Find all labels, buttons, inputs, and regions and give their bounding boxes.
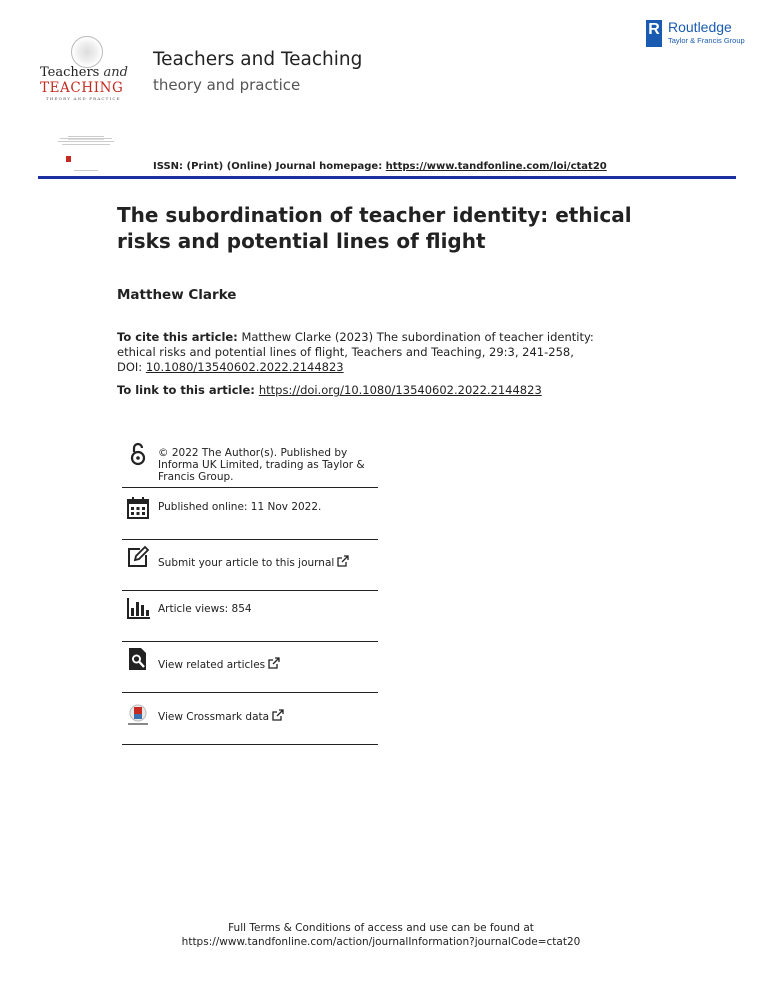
article-link-line: [117, 383, 542, 397]
article-title: The subordination of teacher identity: ethical risks and potential lines of flight: [117, 203, 632, 253]
citation-text: Matthew Clarke (2023) The subordination of teacher identity: ethical risks and potential lines of flight, Teachers and Teaching, 29:3, 241-258, DOI:: [117, 330, 594, 374]
license-text: © 2022 The Author(s). Published by Informa UK Limited, trading as Taylor & Francis Group.: [158, 447, 365, 483]
views-row: [122, 590, 378, 642]
publisher-name: Routledge: [668, 19, 732, 35]
related-row[interactable]: [122, 641, 378, 693]
article-views: Article views: 854: [158, 603, 252, 615]
routledge-r-icon: R: [646, 20, 662, 47]
related-search-icon: [126, 647, 150, 671]
related-label: View related articles: [158, 659, 266, 671]
external-link-icon: [268, 657, 280, 669]
cover-emblem-icon: [71, 36, 103, 68]
related-articles-link[interactable]: [158, 657, 280, 671]
citation-doi-link[interactable]: 10.1080/13540602.2022.2144823: [145, 360, 344, 374]
submit-label: Submit your article to this journal: [158, 557, 335, 569]
submit-row[interactable]: [122, 539, 378, 591]
journal-title[interactable]: Teachers and Teaching: [153, 49, 363, 70]
external-link-icon: [272, 709, 284, 721]
calendar-icon: [126, 496, 150, 520]
license-row: [122, 440, 378, 488]
crossmark-link[interactable]: [158, 709, 284, 723]
crossmark-row[interactable]: [122, 692, 378, 745]
external-link-icon: [337, 555, 349, 567]
cover-title-line2: TEACHING: [40, 80, 124, 96]
submit-link[interactable]: [158, 555, 349, 569]
publisher-logo[interactable]: [646, 18, 746, 50]
publisher-subname: Taylor & Francis Group: [668, 36, 745, 45]
bar-chart-icon: [126, 596, 150, 620]
article-link-label: To link to this article:: [117, 383, 259, 397]
article-doi-link[interactable]: https://doi.org/10.1080/13540602.2022.2144823: [258, 383, 542, 397]
author-name: Matthew Clarke: [117, 287, 237, 303]
footer-terms-link[interactable]: https://www.tandfonline.com/action/journalInformation?journalCode=ctat20: [181, 936, 581, 948]
published-date: Published online: 11 Nov 2022.: [158, 501, 322, 513]
footer-terms: Full Terms & Conditions of access and use can be found at: [228, 922, 534, 934]
citation: [117, 330, 597, 375]
citation-label: To cite this article:: [117, 330, 238, 344]
cover-routledge-mark-icon: [66, 156, 71, 162]
journal-homepage-link[interactable]: https://www.tandfonline.com/loi/ctat20: [385, 161, 607, 172]
journal-subtitle: theory and practice: [153, 76, 301, 94]
cover-publisher-block: [54, 136, 118, 172]
open-access-icon: [126, 442, 150, 466]
crossmark-label: View Crossmark data: [158, 711, 270, 723]
header-divider: [38, 176, 736, 179]
published-row: [122, 487, 378, 540]
issn-line: [153, 161, 607, 172]
issn-label: ISSN: (Print) (Online) Journal homepage:: [153, 161, 386, 172]
crossmark-icon: [126, 703, 150, 727]
cover-title-line3: THEORY AND PRACTICE: [46, 96, 121, 101]
cover-title-line1: Teachers and: [40, 65, 128, 80]
journal-cover: [38, 24, 134, 142]
edit-icon: [126, 545, 150, 569]
